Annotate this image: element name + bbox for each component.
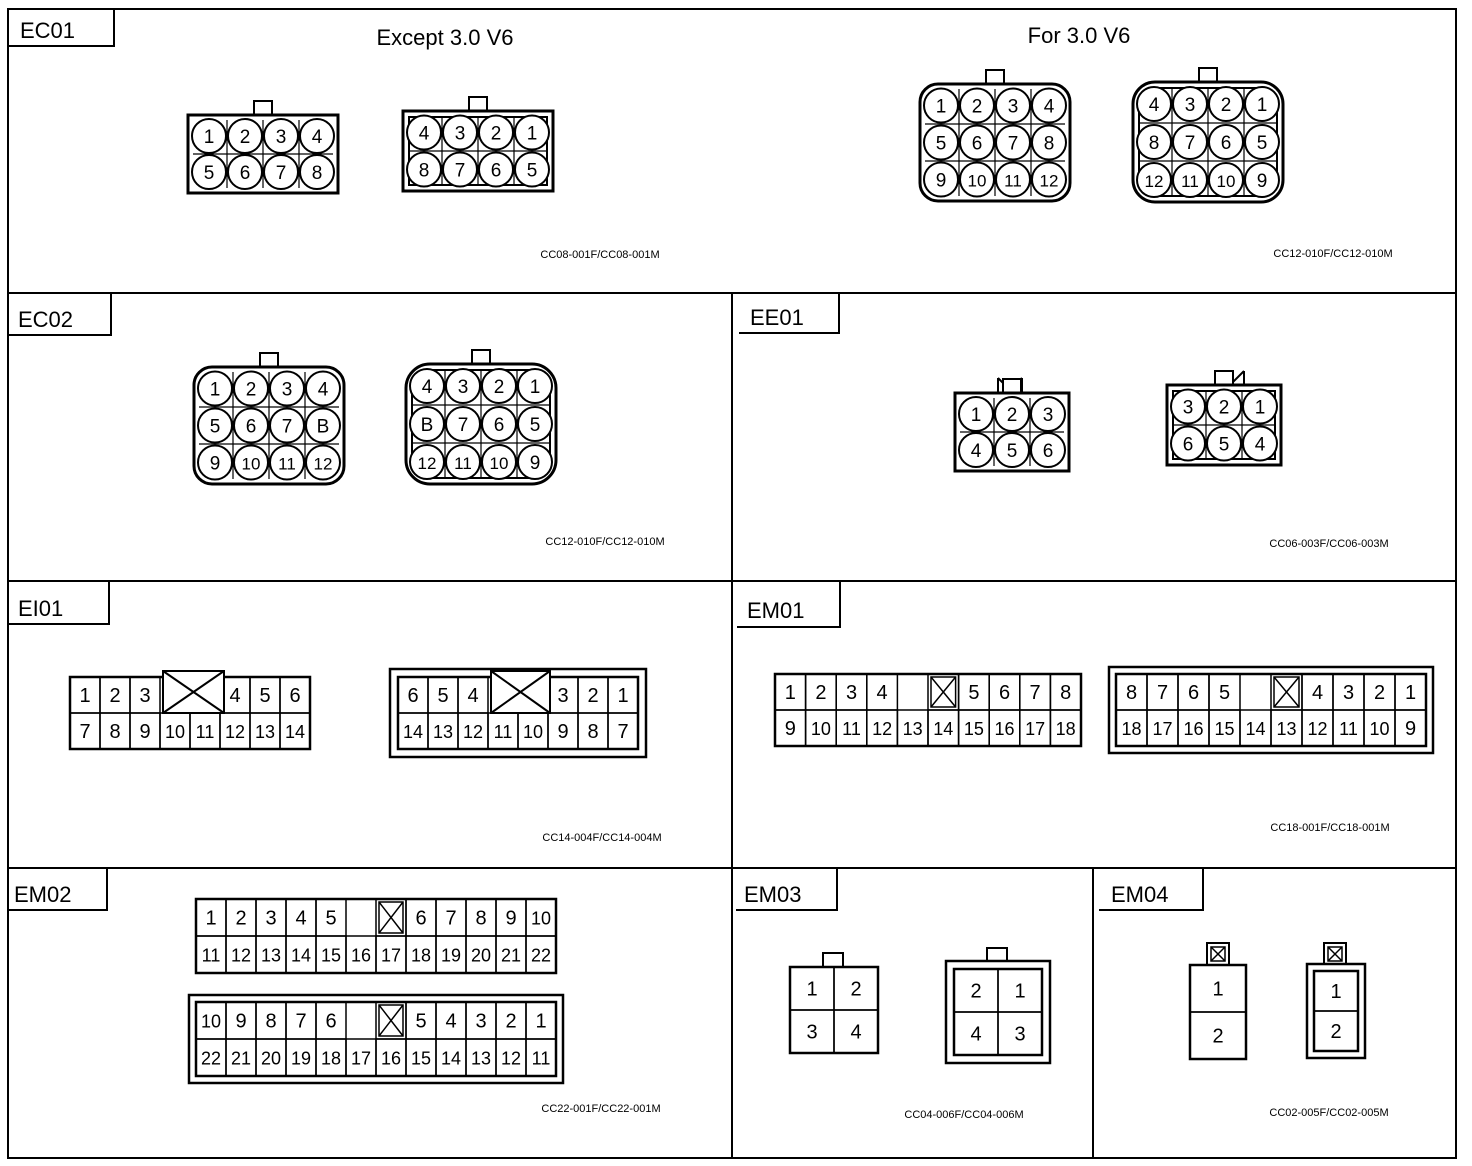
pin-label: 8 [587, 721, 599, 743]
pin-label: 19 [290, 1048, 312, 1069]
pin-label: 15 [963, 719, 984, 739]
pin-label: 10 [241, 454, 261, 474]
pin-label: 14 [284, 722, 306, 742]
pin-label: 2 [1006, 405, 1018, 426]
pin-label: 13 [1276, 719, 1297, 739]
pin-label: 11 [1339, 719, 1358, 739]
pin-label: 5 [259, 685, 271, 707]
pin-label: 4 [421, 377, 433, 398]
pin-label: 5 [529, 415, 541, 436]
pin-label: 11 [454, 454, 472, 473]
lock-tab [1199, 68, 1217, 82]
pin-label: 7 [79, 721, 91, 743]
pin-label: 5 [1218, 682, 1231, 704]
pin-label: 16 [350, 945, 372, 966]
pin-label: 3 [265, 907, 277, 930]
pin-label: 1 [535, 1010, 547, 1033]
pin-label: 2 [235, 907, 247, 930]
pin-label: 16 [380, 1048, 402, 1069]
pin-label: 12 [500, 1048, 522, 1069]
lock-tab [986, 70, 1004, 84]
pin-label: 6 [407, 685, 419, 707]
pin-label: 9 [235, 1010, 247, 1033]
pin-label: 11 [493, 722, 513, 742]
pin-label: 1 [1330, 981, 1342, 1003]
pin-label: 6 [1187, 682, 1200, 704]
pin-label: 10 [1216, 172, 1236, 191]
pin-label: 6 [239, 163, 251, 184]
pin-label: 12 [1039, 171, 1059, 191]
pin-label: 10 [1369, 719, 1390, 739]
pin-label: 19 [440, 945, 462, 966]
pin-label: 7 [1184, 133, 1196, 154]
pin-label: 6 [1042, 441, 1054, 462]
pin-label: 3 [845, 682, 858, 704]
pin-label: 1 [1254, 397, 1266, 419]
pin-label: 4 [850, 1021, 862, 1044]
ec01-female-8pin [188, 101, 338, 193]
pin-label: 5 [526, 160, 538, 182]
pin-label: 16 [1183, 719, 1204, 739]
ec01-male-8pin [403, 97, 553, 191]
pin-label: 22 [200, 1048, 222, 1069]
pin-label: 20 [470, 945, 492, 966]
pin-label: 10 [489, 454, 509, 473]
pin-label: 4 [970, 1023, 982, 1046]
pin-label: 7 [1156, 682, 1169, 704]
pin-label: 11 [531, 1048, 551, 1069]
connector-drawings [70, 68, 1433, 1083]
pin-label: 16 [994, 719, 1015, 739]
pin-label: 15 [320, 945, 342, 966]
pin-label: 1 [970, 405, 982, 426]
pin-label: 1 [1256, 95, 1268, 116]
pin-label: 3 [1042, 405, 1054, 426]
pin-label: 1 [205, 907, 217, 930]
pin-label: 2 [587, 685, 599, 707]
pin-label: 17 [380, 945, 402, 966]
pin-label: 2 [1373, 682, 1386, 704]
em04-male-lock [1324, 943, 1346, 965]
em03-female-lock [823, 953, 843, 967]
em02-male-22pin [189, 995, 563, 1083]
lock-tab [1003, 379, 1021, 393]
pin-label: 3 [1007, 96, 1019, 118]
pin-label: 2 [1220, 95, 1232, 116]
pin-label: 12 [462, 722, 484, 742]
pin-label: 22 [530, 945, 552, 966]
pin-label: 8 [109, 721, 121, 743]
pin-label: 1 [935, 96, 947, 118]
pin-label: 1 [529, 377, 541, 398]
pin-label: 3 [454, 123, 466, 145]
pin-label: 20 [260, 1048, 282, 1069]
pin-label: 14 [440, 1048, 462, 1069]
pin-label: 2 [493, 377, 505, 398]
pin-label: 3 [457, 377, 469, 398]
pin-label: 8 [475, 907, 487, 930]
pin-label: 5 [935, 133, 947, 155]
em02-female-22pin [196, 899, 556, 973]
pin-label: 8 [1148, 133, 1160, 154]
pin-label: 8 [1060, 682, 1072, 704]
pin-label: 13 [470, 1048, 492, 1069]
pin-label: 2 [815, 682, 827, 704]
panel-id-em04: EM04 [1111, 882, 1169, 907]
pin-label: 10 [967, 171, 987, 191]
pin-label: 10 [522, 722, 544, 742]
pin-label: 12 [224, 722, 246, 742]
pin-label: 3 [1182, 397, 1194, 419]
pin-label: 5 [415, 1010, 427, 1033]
pin-label: 2 [505, 1010, 517, 1033]
panel-id-em03: EM03 [744, 882, 802, 907]
pin-label: 17 [1025, 719, 1046, 739]
lock-tab [254, 101, 272, 115]
pin-label: 5 [437, 685, 449, 707]
pin-label: 17 [350, 1048, 372, 1069]
pin-label: 5 [1256, 133, 1268, 154]
pin-label: 8 [418, 160, 430, 182]
pin-label: 14 [933, 719, 954, 739]
pin-label: 4 [876, 682, 888, 704]
ec02-male-12pin [406, 350, 556, 484]
pin-label: 1 [1404, 682, 1417, 704]
lock-tab [1215, 371, 1233, 385]
pin-label: 6 [998, 682, 1011, 704]
part-number-em02: CC22-001F/CC22-001M [541, 1103, 661, 1115]
ee01-female-body [955, 379, 1069, 471]
pin-label: 8 [265, 1010, 277, 1033]
pin-label: 4 [295, 907, 307, 930]
part-number-em04: CC02-005F/CC02-005M [1269, 1107, 1389, 1119]
em04-male-2pin [1307, 964, 1365, 1058]
pin-label: 4 [317, 379, 329, 401]
pin-label: 10 [810, 719, 831, 739]
pin-label: 11 [278, 454, 296, 474]
pin-label: 7 [281, 416, 293, 438]
panel-id-em01: EM01 [747, 598, 805, 623]
pin-label: 1 [1212, 978, 1224, 1001]
pin-label: 11 [842, 719, 861, 739]
pin-label: 2 [109, 685, 121, 707]
panel-id-ec01: EC01 [20, 18, 76, 43]
pin-label: 1 [1014, 980, 1026, 1003]
pin-label: 2 [1330, 1021, 1342, 1043]
pin-label: 6 [490, 160, 502, 182]
pin-label: 6 [415, 907, 427, 930]
em01-male-18pin [1109, 667, 1433, 753]
pin-label: 1 [526, 123, 538, 145]
pin-label: 4 [1311, 682, 1324, 704]
pin-label: 2 [239, 127, 251, 148]
pin-label: 6 [1220, 133, 1232, 154]
part-number-ec01-b: CC12-010F/CC12-010M [1273, 248, 1393, 260]
pin-label: 11 [1004, 171, 1022, 191]
pin-label: 21 [230, 1048, 252, 1069]
pin-label: 18 [320, 1048, 342, 1069]
pin-label: 4 [1148, 95, 1160, 116]
pin-label: 6 [325, 1010, 337, 1033]
panel-id-ei01: EI01 [18, 596, 64, 621]
pin-label: 13 [260, 945, 282, 966]
pin-label: 9 [1256, 171, 1268, 192]
pin-label: 3 [139, 685, 151, 707]
pin-label: 3 [275, 127, 287, 148]
pin-label: 5 [325, 907, 337, 930]
pin-label: 9 [784, 718, 796, 740]
panel-id-em02: EM02 [14, 882, 72, 907]
pin-label: 7 [617, 721, 629, 743]
pin-label: 18 [410, 945, 432, 966]
em03-male-4pin [946, 961, 1050, 1063]
pin-label: 10 [164, 722, 186, 742]
pin-label: 4 [445, 1010, 457, 1033]
pin-label: 10 [200, 1011, 222, 1032]
pin-label: 1 [806, 978, 818, 1001]
part-number-em03: CC04-006F/CC04-006M [904, 1109, 1024, 1121]
lock-tab [469, 97, 487, 111]
pin-label: 7 [295, 1010, 307, 1033]
pin-label: 6 [1182, 434, 1194, 456]
pin-label: 3 [557, 685, 569, 707]
pin-label: 2 [1212, 1025, 1224, 1048]
pin-label: 12 [1144, 172, 1164, 191]
pin-label: 3 [1184, 95, 1196, 116]
part-number-ec02: CC12-010F/CC12-010M [545, 536, 665, 548]
part-number-em01: CC18-001F/CC18-001M [1270, 822, 1390, 834]
ei01-female-14pin [70, 671, 310, 749]
pin-label: 11 [1181, 172, 1199, 191]
pin-label: 4 [229, 685, 241, 707]
ec01-male-12pin [1133, 68, 1283, 202]
pin-label: 9 [505, 907, 517, 930]
pin-label: 12 [872, 719, 893, 739]
pin-label: 8 [1043, 133, 1055, 155]
pin-label: 9 [209, 453, 221, 475]
pin-label: 2 [970, 980, 982, 1003]
pin-label: 6 [289, 685, 301, 707]
part-number-ee01: CC06-003F/CC06-003M [1269, 538, 1389, 550]
ee01-male-body [1167, 371, 1281, 465]
pin-label: 6 [245, 416, 257, 438]
pin-label: 7 [1029, 682, 1041, 704]
pin-label: 5 [209, 416, 221, 438]
pin-label: 4 [418, 123, 430, 145]
pin-label: 4 [467, 685, 479, 707]
pin-label: 15 [410, 1048, 432, 1069]
for-heading: For 3.0 V6 [1027, 23, 1131, 48]
pin-label: 12 [1307, 719, 1328, 739]
pin-label: 9 [529, 453, 541, 474]
pin-label: 15 [1214, 719, 1235, 739]
em03-female-4pin [790, 967, 878, 1053]
pin-label: 1 [79, 685, 91, 707]
em04-female-lock [1207, 943, 1229, 965]
pin-label: 7 [275, 163, 287, 184]
pin-label: 18 [1121, 719, 1142, 739]
pin-label: 7 [445, 907, 457, 930]
pin-label: 5 [1006, 441, 1018, 462]
em04-female-2pin [1190, 965, 1246, 1059]
ec01-female-12pin [920, 70, 1070, 201]
pin-label: 1 [784, 682, 796, 704]
pin-label: 13 [432, 722, 454, 742]
pin-label: 12 [417, 454, 437, 473]
pin-label: 6 [971, 133, 983, 155]
panel-id-ec02: EC02 [18, 307, 74, 332]
pin-label: 3 [281, 379, 293, 401]
pin-label: 2 [971, 96, 983, 118]
pin-label: 5 [203, 163, 215, 184]
panel-id-ee01: EE01 [750, 305, 804, 330]
pin-label: 12 [313, 454, 333, 474]
em01-female-18pin [775, 674, 1081, 746]
pin-label: 13 [254, 722, 276, 742]
pin-label: 12 [230, 945, 252, 966]
pin-label: 4 [1043, 96, 1055, 118]
pin-label: 4 [1254, 434, 1266, 456]
part-number-ec01-a: CC08-001F/CC08-001M [540, 249, 660, 261]
pin-label: 2 [245, 379, 257, 401]
pin-label: 1 [617, 685, 629, 707]
pin-label: 14 [290, 945, 312, 966]
pin-label: 7 [1007, 133, 1019, 155]
pin-label: 3 [1014, 1023, 1026, 1046]
pin-label: 21 [500, 945, 522, 966]
pin-label: 7 [457, 415, 469, 436]
part-number-ei01: CC14-004F/CC14-004M [542, 832, 662, 844]
pin-label: 8 [1125, 682, 1138, 704]
pin-label: 8 [311, 163, 323, 184]
pin-label: 4 [311, 127, 323, 148]
pin-label: 6 [493, 415, 505, 436]
pin-label: B [420, 415, 434, 436]
pin-label: 14 [1245, 719, 1266, 739]
pin-label: 17 [1152, 719, 1173, 739]
pin-label: 9 [557, 721, 569, 743]
pin-label: 5 [1218, 434, 1230, 456]
lock-tab [260, 353, 278, 367]
pin-label: 1 [203, 127, 215, 148]
pin-label: 14 [402, 722, 424, 742]
pin-label: 9 [139, 721, 151, 743]
pin-label: 2 [490, 123, 502, 145]
pin-label: 4 [970, 441, 982, 462]
lock-tab [472, 350, 490, 364]
ec02-female-12pin [194, 353, 344, 484]
pin-label: 3 [475, 1010, 487, 1033]
ei01-male-14pin [390, 669, 646, 757]
pin-label: 13 [902, 719, 923, 739]
pin-label: 3 [1342, 682, 1355, 704]
pin-label: 9 [935, 170, 947, 192]
pin-label: 2 [850, 978, 862, 1001]
pin-label: 10 [530, 908, 552, 929]
pin-label: B [316, 416, 330, 438]
pin-label: 5 [968, 682, 980, 704]
pin-label: 7 [454, 160, 466, 182]
pin-label: 11 [201, 945, 221, 966]
lock-tab [823, 953, 843, 967]
pin-label: 3 [806, 1021, 818, 1044]
pin-label: 18 [1055, 719, 1076, 739]
pin-label: 2 [1218, 397, 1230, 419]
pin-label: 1 [209, 379, 221, 401]
except-heading: Except 3.0 V6 [376, 25, 514, 50]
pin-label: 9 [1404, 718, 1417, 740]
pin-label: 11 [195, 722, 215, 742]
